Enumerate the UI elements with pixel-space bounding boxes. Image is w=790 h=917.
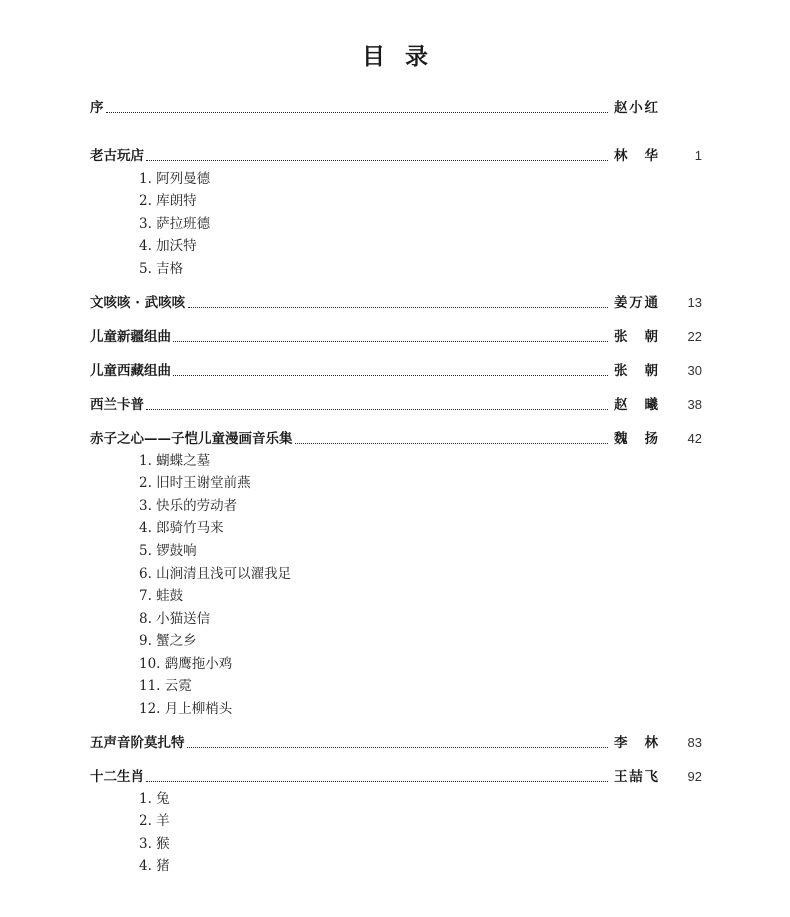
page-title-char-1: 目 [362, 43, 385, 70]
toc-sub-item[interactable]: 8. 小猫送信 [139, 611, 211, 627]
dot-leader [173, 360, 608, 376]
toc-sub-item[interactable]: 1. 阿列曼德 [139, 171, 211, 187]
dot-leader [188, 292, 608, 308]
toc-entry-page: 92 [687, 769, 702, 784]
toc-entry-author: 李 林 [614, 735, 658, 751]
toc-sub-item[interactable]: 1. 兔 [139, 791, 170, 807]
toc-entry-chizi-zhixin[interactable] [90, 428, 702, 450]
toc-sub-item[interactable]: 5. 吉格 [139, 261, 184, 277]
toc-entry-title: 儿童西藏组曲 [90, 363, 171, 379]
toc-sub-item[interactable]: 2. 羊 [139, 813, 170, 829]
dot-leader [146, 145, 608, 161]
toc-sub-item[interactable]: 3. 快乐的劳动者 [139, 498, 238, 514]
toc-sub-item[interactable]: 7. 蛙鼓 [139, 588, 184, 604]
toc-entry-page: 22 [687, 329, 702, 344]
toc-entry-author: 赵小红 [614, 100, 658, 116]
toc-sub-item[interactable]: 4. 猪 [139, 858, 170, 874]
toc-entry-wen-ke-ke[interactable] [90, 292, 702, 314]
toc-entry-xilan-kapu[interactable] [90, 394, 702, 416]
toc-sub-item[interactable]: 6. 山涧清且浅可以濯我足 [139, 566, 292, 582]
toc-entry-page: 1 [694, 148, 702, 163]
toc-entry-title: 十二生肖 [90, 769, 144, 785]
toc-entry-pentatonic-mozart[interactable] [90, 732, 702, 754]
toc-entry-title: 儿童新疆组曲 [90, 329, 171, 345]
toc-entry-title: 赤子之心——子恺儿童漫画音乐集 [90, 431, 293, 447]
toc-entry-page: 30 [687, 363, 702, 378]
toc-sub-item[interactable]: 12. 月上柳梢头 [139, 701, 233, 717]
toc-sub-item[interactable]: 2. 库朗特 [139, 193, 197, 209]
toc-entry-author: 张 朝 [614, 363, 658, 379]
toc-sub-item[interactable]: 11. 云霓 [139, 678, 192, 694]
page-title-char-2: 录 [405, 43, 428, 70]
toc-entry-author: 张 朝 [614, 329, 658, 345]
toc-entry-title: 序 [90, 100, 104, 116]
toc-entry-twelve-zodiac[interactable] [90, 766, 702, 788]
toc-sub-item[interactable]: 10. 鹞鹰拖小鸡 [139, 656, 233, 672]
page-title [0, 38, 790, 71]
toc-entry-old-curiosity-shop[interactable] [90, 145, 702, 167]
toc-entry-title: 五声音阶莫扎特 [90, 735, 185, 751]
toc-entry-tibet-suite[interactable] [90, 360, 702, 382]
toc-entry-author: 姜万通 [614, 295, 658, 311]
toc-entry-preface[interactable] [90, 97, 702, 119]
dot-leader [187, 732, 608, 748]
dot-leader [295, 428, 608, 444]
toc-entry-page: 13 [687, 295, 702, 310]
dot-leader [173, 326, 608, 342]
toc-entry-author: 林 华 [614, 148, 658, 164]
toc-entry-title: 西兰卡普 [90, 397, 144, 413]
dot-leader [106, 97, 608, 113]
toc-sub-item[interactable]: 4. 郎骑竹马来 [139, 520, 224, 536]
toc-sub-item[interactable]: 5. 锣鼓响 [139, 543, 197, 559]
dot-leader [146, 394, 608, 410]
toc-entry-author: 赵 曦 [614, 397, 658, 413]
toc-sub-item[interactable]: 3. 猴 [139, 836, 170, 852]
toc-entry-title: 老古玩店 [90, 148, 144, 164]
toc-sub-item[interactable]: 4. 加沃特 [139, 238, 197, 254]
toc-sub-item[interactable]: 2. 旧时王谢堂前燕 [139, 475, 251, 491]
toc-entry-author: 王喆飞 [614, 769, 658, 785]
toc-entry-xinjiang-suite[interactable] [90, 326, 702, 348]
toc-sub-item[interactable]: 9. 蟹之乡 [139, 633, 197, 649]
toc-entry-title: 文咳咳 · 武咳咳 [90, 295, 186, 311]
toc-entry-page: 83 [687, 735, 702, 750]
toc-entry-page: 38 [687, 397, 702, 412]
dot-leader [146, 766, 608, 782]
toc-entry-author: 魏 扬 [614, 431, 658, 447]
toc-sub-item[interactable]: 1. 蝴蝶之墓 [139, 453, 211, 469]
toc-sub-item[interactable]: 3. 萨拉班德 [139, 216, 211, 232]
toc-entry-page: 42 [687, 431, 702, 446]
